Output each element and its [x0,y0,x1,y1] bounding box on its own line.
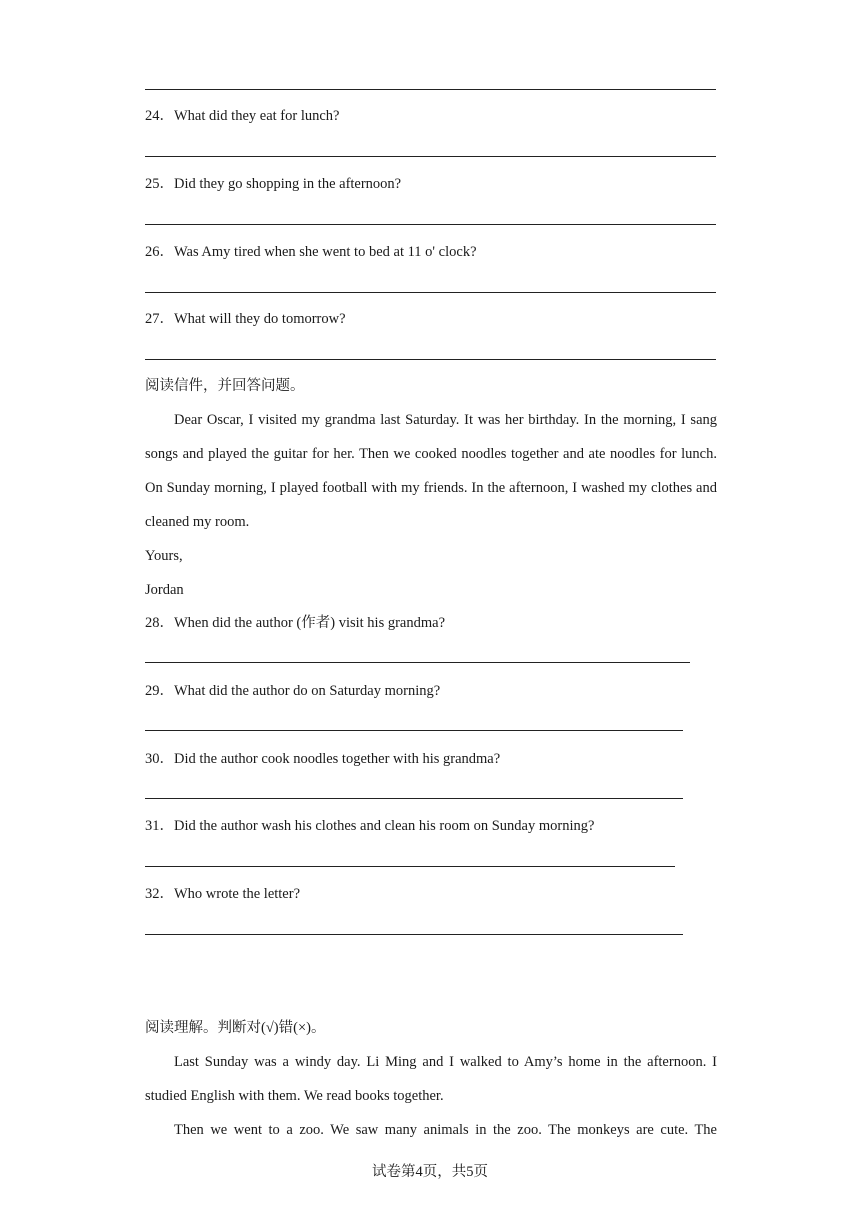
answer-line-27 [145,359,716,360]
question-28: 28．When did the author (作者) visit his grandma? [145,615,446,631]
reading-paragraph-1: Last Sunday was a windy day. Li Ming and I walked to Amy’s home in the afternoon. I studied English with them. We read books together. [145,1054,717,1104]
answer-line-28 [145,662,690,663]
section3-instruction: 阅读理解。判断对(√)错(×)。 [145,1020,326,1036]
section2-instruction: 阅读信件，并回答问题。 [145,378,305,394]
reading-paragraph-2: Then we went to a zoo. We saw many animals in the zoo. The monkeys are cute. The [174,1122,717,1138]
question-29: 29．What did the author do on Saturday morning? [145,683,441,699]
page-footer: 试卷第4页，共5页 [372,1164,488,1180]
letter-closing: Yours, [145,548,183,564]
question-24: 24．What did they eat for lunch? [145,108,340,124]
answer-line-30 [145,798,683,799]
answer-line-31 [145,866,675,867]
answer-line [145,89,716,90]
letter-body: Dear Oscar, I visited my grandma last Saturday. It was her birthday. In the morning, I sang songs and played the guitar for her. Then we cooked noodles together and ate noodles for lunch. On Sunday morning, I played football with my friends. In the afternoon, I washed my clothes and cleaned my room. [145,412,717,530]
question-31: 31．Did the author wash his clothes and clean his room on Sunday morning? [145,818,595,834]
question-26: 26．Was Amy tired when she went to bed at 11 o' clock? [145,244,477,260]
question-25: 25．Did they go shopping in the afternoon? [145,176,402,192]
letter-signature: Jordan [145,582,184,598]
answer-line-24 [145,156,716,157]
answer-line-26 [145,292,716,293]
question-27: 27．What will they do tomorrow? [145,311,346,327]
answer-line-29 [145,730,683,731]
answer-line-32 [145,934,683,935]
answer-line-25 [145,224,716,225]
question-30: 30．Did the author cook noodles together with his grandma? [145,751,501,767]
question-32: 32．Who wrote the letter? [145,886,301,902]
